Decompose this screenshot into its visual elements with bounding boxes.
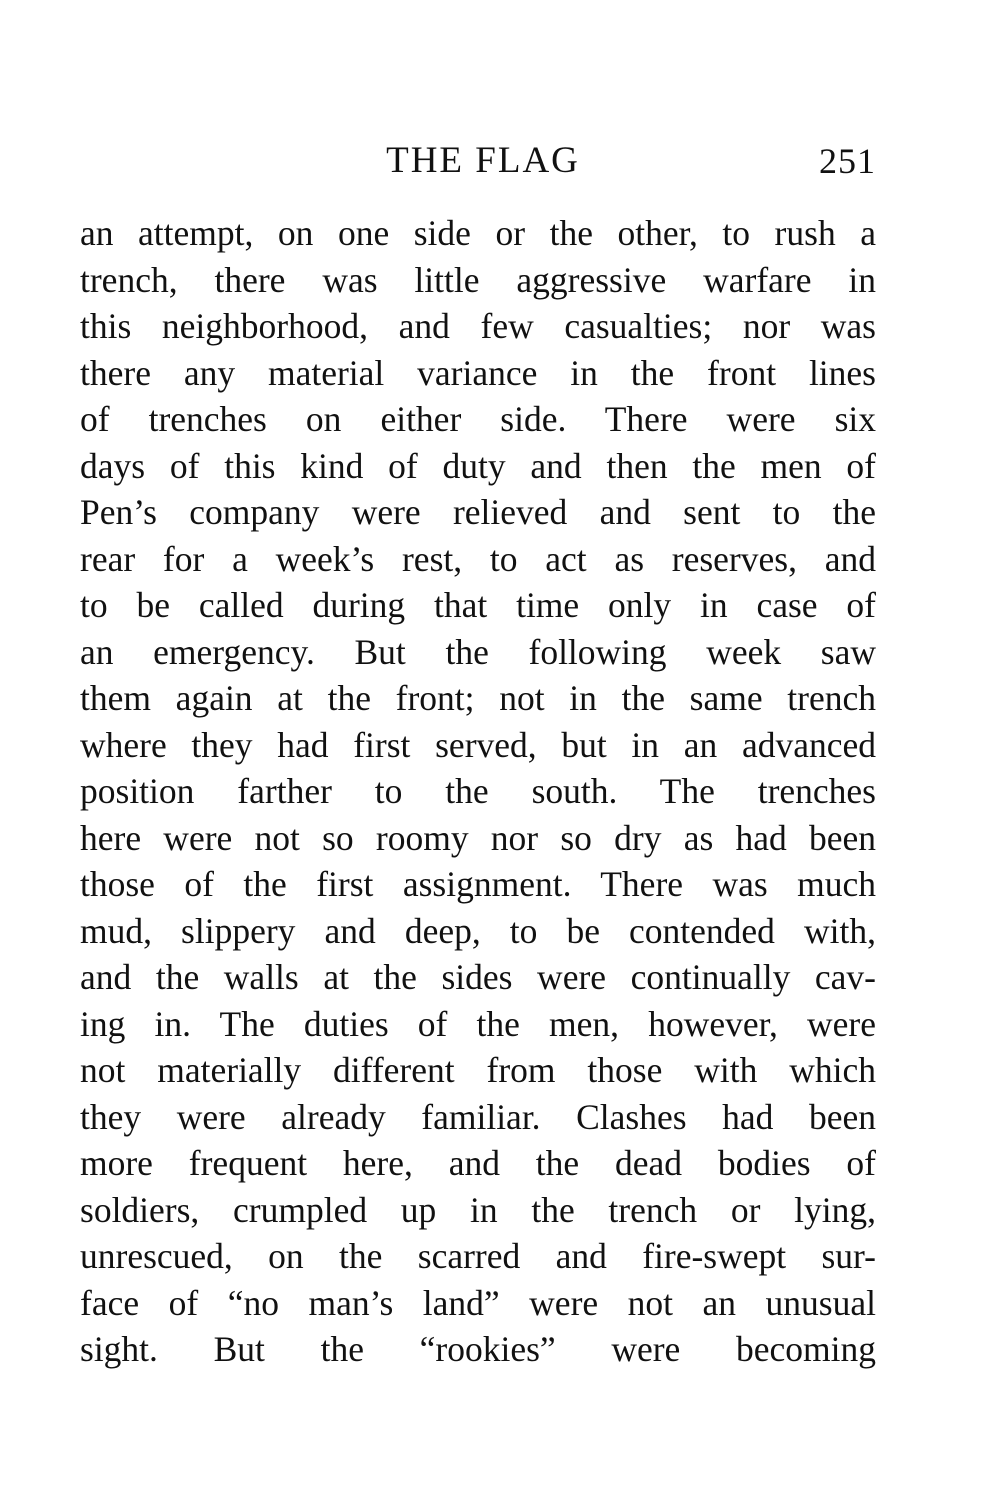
text-line: days of this kind of duty and then the men of <box>80 445 876 486</box>
text-line: of trenches on either side. There were six <box>80 399 876 439</box>
text-line: trench, there was little aggressive warfare in <box>80 259 876 300</box>
text-line: Pen’s company were relieved and sent to the <box>80 492 876 532</box>
text-line: face of “no man’s land” were not an unusual <box>80 1282 876 1323</box>
page-number: 251 <box>819 141 876 181</box>
text-line: an attempt, on one side or the other, to rush a <box>80 213 876 253</box>
running-head <box>80 133 876 189</box>
text-line: soldiers, crumpled up in the trench or lying, <box>80 1189 876 1230</box>
text-line: rear for a week’s rest, to act as reserves, and <box>80 538 876 579</box>
text-line: an emergency. But the following week saw <box>80 631 876 672</box>
text-line: sight. But the “rookies” were becoming <box>80 1329 876 1369</box>
text-line: this neighborhood, and few casualties; nor was <box>80 306 876 346</box>
text-line: mud, slippery and deep, to be contended with, <box>80 910 876 951</box>
text-line: where they had first served, but in an advanced <box>80 724 876 765</box>
text-line: not materially different from those with which <box>80 1050 876 1090</box>
running-title: THE FLAG <box>386 140 580 181</box>
text-line: unrescued, on the scarred and fire-swept sur- <box>80 1236 876 1276</box>
text-line: and the walls at the sides were continually cav- <box>80 957 876 997</box>
text-line: here were not so roomy nor so dry as had been <box>80 817 876 858</box>
text-line: those of the first assignment. There was much <box>80 864 876 904</box>
text-line: ing in. The duties of the men, however, were <box>80 1003 876 1044</box>
text-line: they were already familiar. Clashes had been <box>80 1096 876 1137</box>
text-line: position farther to the south. The trenches <box>80 771 876 811</box>
body-text <box>80 210 876 1373</box>
text-line: more frequent here, and the dead bodies of <box>80 1143 876 1183</box>
text-line: them again at the front; not in the same trench <box>80 678 876 718</box>
text-line: there any material variance in the front lines <box>80 352 876 393</box>
text-line: to be called during that time only in case of <box>80 585 876 625</box>
